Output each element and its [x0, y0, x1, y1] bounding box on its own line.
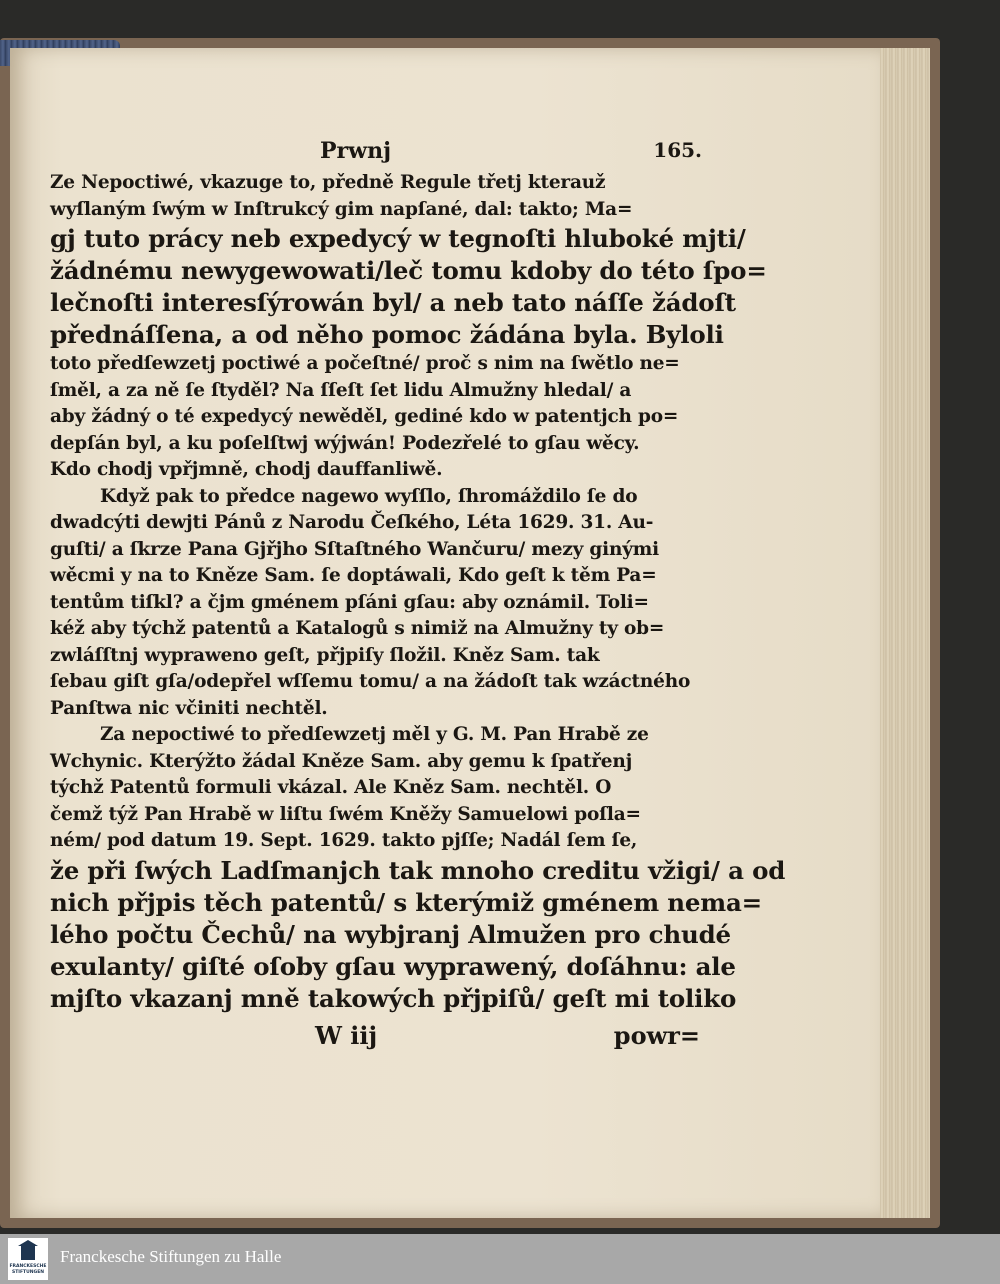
text-line: Panſtwa nic včiniti nechtěl.: [50, 697, 328, 719]
text-line: Ze Nepoctiwé, vkazuge to, předně Regule třetj kterauž: [50, 172, 606, 193]
footer-bar: [0, 1234, 1000, 1284]
text-line: dwadcýti dewjti Pánů z Narodu Čeſkého, Léta 1629. 31. Au-: [50, 512, 654, 533]
institution-logo[interactable]: [8, 1238, 48, 1280]
text-line: kéž aby týchž patentů a Katalogů s nimiž na Almužny ty ob=: [50, 618, 665, 639]
text-line: Když pak to předce nagewo wyſſlo, ſhromáždilo ſe do: [100, 485, 638, 507]
text-line: guſti/ a ſkrze Pana Gjřjho Sſtaſtného Wančuru/ mezy ginými: [50, 538, 659, 560]
text-line: přednáſſena, a od něho pomoc žádána byla. Byloli: [50, 320, 724, 349]
text-line: zwláſſtnj wyprawenо geſt, přjpiſy ſložil. Kněz Sam. tak: [50, 644, 600, 666]
text-line: gj tuto prácy neb expedycý w tegnoſti hluboké mjti/: [50, 224, 746, 253]
text-line: čemž týž Pan Hrabě w liſtu ſwém Kněžy Samuelowi poſla=: [50, 803, 641, 825]
text-line: depſán byl, a ku poſelſtwj wýjwán! Podezřelé to gſau wěcy.: [50, 432, 640, 454]
text-line: ſebau giſt gſa/odepřel wſſemu tomu/ a na žádoſt tak wzáctného: [50, 671, 691, 692]
institution-name[interactable]: Franckesche Stiftungen zu Halle: [60, 1247, 282, 1266]
running-head: [50, 138, 710, 170]
running-title: Prwnj: [320, 138, 392, 164]
text-line: mjſto vkazanj mně takowých přjpiſů/ geſt mi toliko: [50, 983, 737, 1013]
text-line: lého počtu Čechů/ na wybjranj Almužen pro chudé: [50, 919, 731, 949]
text-line: že při ſwých Ladſmanjch tak mnoho creditu vžigi/ a od: [50, 855, 786, 885]
page-foot: [50, 1021, 710, 1055]
text-line: lečnoſti interesſýrowán byl/ a neb tato náſſe žádoſt: [50, 288, 736, 317]
signature-mark: W iij: [315, 1020, 378, 1050]
text-line: exulanty/ giſté oſoby gſau wyprawený, doſáhnu: ale: [50, 951, 736, 981]
text-line: wěcmi y na to Kněze Sam. ſe doptáwali, Kdo geſt k těm Pa=: [50, 565, 657, 586]
text-line: ſměl, a za ně ſe ſtyděl? Na ſſeſt ſet lidu Almužny hledal/ a: [50, 379, 632, 401]
text-line: žádnému newygewowati/leč tomu kdoby do této ſpo=: [50, 256, 767, 285]
text-line: Kdo chodj vpřjmně, chodj dauffanliwě.: [50, 459, 443, 480]
catchword: powr=: [613, 1020, 700, 1050]
text-line: Za nepoctiwé to předſewzetj měl y G. M. Pan Hrabě ze: [100, 724, 649, 745]
text-line: Wchynic. Kterýžto žádal Kněze Sam. aby gemu k ſpatřenj: [50, 750, 633, 772]
text-line: nich přjpis těch patentů/ s kterýmiž gménem nema=: [50, 887, 762, 917]
text-line: aby žádný o té expedycý newěděl, gediné kdo w patentjch po=: [50, 406, 679, 427]
text-line: wyſlaným ſwým w Inſtrukcý gim napſané, dal: takto; Ma=: [50, 198, 633, 220]
text-lines: [50, 170, 786, 1015]
text-line: ném/ pod datum 19. Sept. 1629. takto pjſſe; Nadál ſem ſe,: [50, 830, 638, 851]
building-icon: [21, 1244, 35, 1260]
text-line: týchž Patentů formuli vkázal. Ale Kněz Sam. nechtěl. O: [50, 777, 612, 798]
page-number: 165.: [653, 138, 702, 162]
page-text: [50, 138, 786, 1055]
text-line: tentům tiſkl? a čjm gménem pſáni gſau: aby oznámil. Toli=: [50, 591, 649, 613]
text-line: toto předſewzetj poctiwé a počeſtné/ proč s nim na ſwětlo ne=: [50, 353, 680, 374]
logo-text: FRANCKESCHE STIFTUNGEN: [9, 1264, 47, 1275]
